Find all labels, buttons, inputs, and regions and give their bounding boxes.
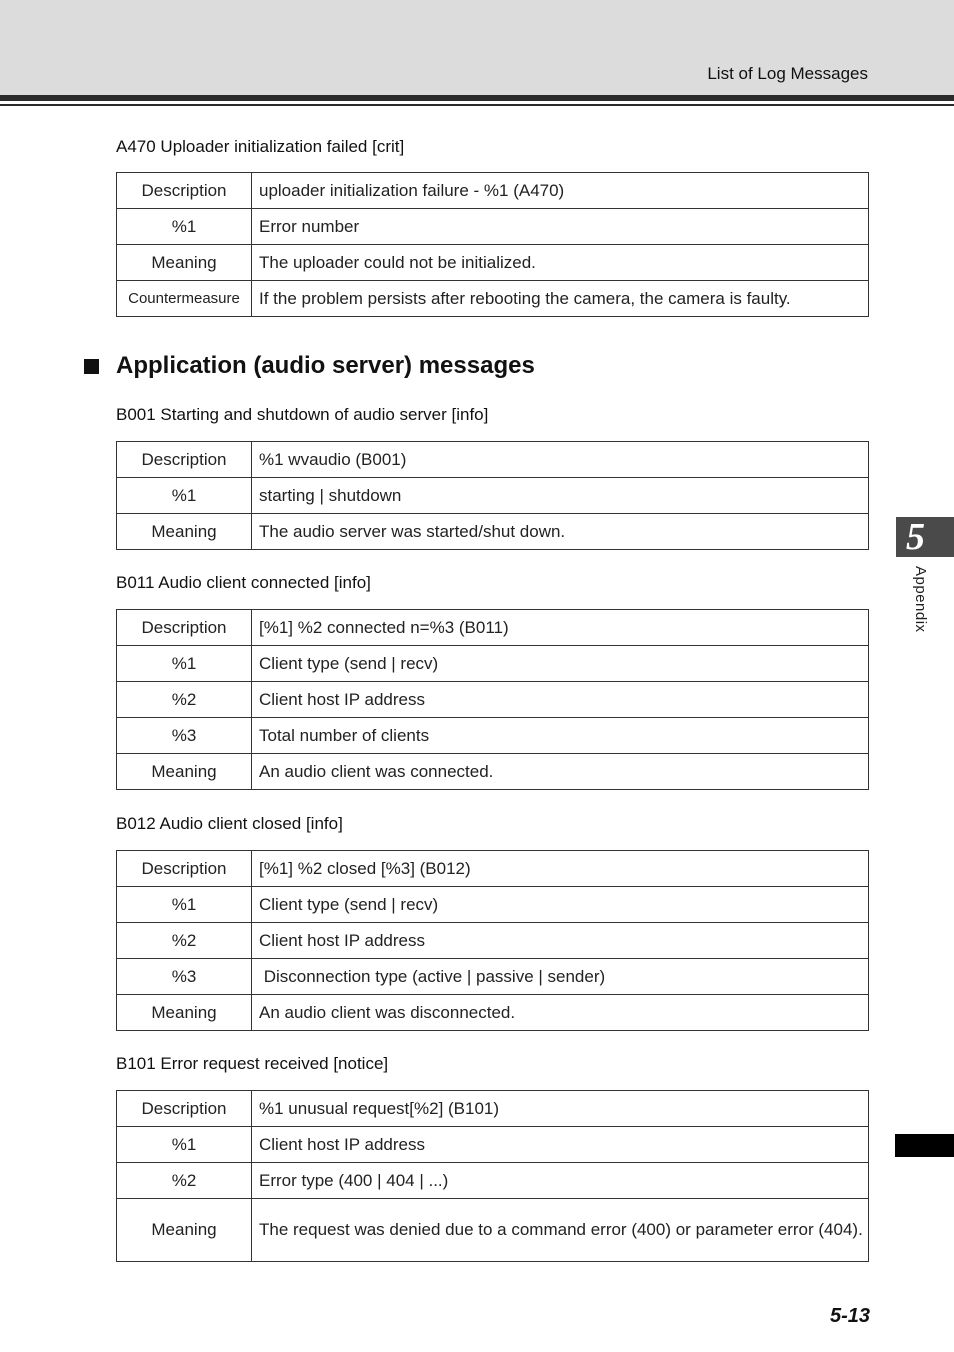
- table-row: [117, 851, 869, 887]
- header-rule-thick: [0, 95, 954, 101]
- row-key: Meaning: [117, 514, 252, 550]
- section-heading: [84, 352, 535, 380]
- row-value: [%1] %2 connected n=%3 (B011): [252, 610, 869, 646]
- row-value: Client type (send | recv): [252, 646, 869, 682]
- row-key: Countermeasure: [117, 281, 252, 317]
- chapter-label: Appendix: [912, 566, 929, 633]
- row-value: Disconnection type (active | passive | sender): [252, 959, 869, 995]
- row-key: %3: [117, 718, 252, 754]
- row-key: %2: [117, 1163, 252, 1199]
- row-value: Client host IP address: [252, 682, 869, 718]
- page-number: 5-13: [829, 1305, 870, 1327]
- row-key: %2: [117, 923, 252, 959]
- table-row: [117, 1127, 869, 1163]
- entry-title-b101: B101 Error request received [notice]: [116, 1054, 389, 1073]
- chapter-number: 5: [906, 516, 925, 558]
- table-row: [117, 1163, 869, 1199]
- table-row: [117, 1199, 869, 1262]
- entry-title-b001: B001 Starting and shutdown of audio server [info]: [116, 405, 489, 424]
- table-b011: [116, 609, 869, 790]
- row-key: Meaning: [117, 245, 252, 281]
- row-key: Meaning: [117, 1199, 252, 1262]
- table-row: [117, 754, 869, 790]
- row-value: Client host IP address: [252, 1127, 869, 1163]
- row-key: %1: [117, 1127, 252, 1163]
- page-edge-marker: [895, 1134, 954, 1157]
- row-value: [%1] %2 closed [%3] (B012): [252, 851, 869, 887]
- running-header-title: List of Log Messages: [707, 64, 868, 83]
- table-row: [117, 514, 869, 550]
- table-row: [117, 245, 869, 281]
- chapter-tab: [896, 517, 954, 557]
- row-key: %1: [117, 646, 252, 682]
- table-row: [117, 442, 869, 478]
- row-value: An audio client was disconnected.: [252, 995, 869, 1031]
- row-value: Error type (400 | 404 | ...): [252, 1163, 869, 1199]
- row-value: The audio server was started/shut down.: [252, 514, 869, 550]
- row-value: Error number: [252, 209, 869, 245]
- row-key: Description: [117, 851, 252, 887]
- header-rule-thin: [0, 104, 954, 106]
- row-key: Meaning: [117, 995, 252, 1031]
- row-key: Description: [117, 610, 252, 646]
- table-b101: [116, 1090, 869, 1262]
- table-row: [117, 173, 869, 209]
- table-row: [117, 1091, 869, 1127]
- row-value: starting | shutdown: [252, 478, 869, 514]
- row-value: uploader initialization failure - %1 (A470): [252, 173, 869, 209]
- table-row: [117, 281, 869, 317]
- table-row: [117, 682, 869, 718]
- row-value: %1 wvaudio (B001): [252, 442, 869, 478]
- row-key: %3: [117, 959, 252, 995]
- row-value: If the problem persists after rebooting the camera, the camera is faulty.: [252, 281, 869, 317]
- row-key: Meaning: [117, 754, 252, 790]
- entry-title-a470: A470 Uploader initialization failed [crit]: [116, 137, 405, 156]
- table-row: [117, 478, 869, 514]
- row-key: Description: [117, 1091, 252, 1127]
- row-value: Client host IP address: [252, 923, 869, 959]
- table-row: [117, 923, 869, 959]
- row-value: Total number of clients: [252, 718, 869, 754]
- row-key: %1: [117, 887, 252, 923]
- entry-title-b012: B012 Audio client closed [info]: [116, 814, 343, 833]
- table-row: [117, 610, 869, 646]
- row-key: Description: [117, 442, 252, 478]
- table-row: [117, 718, 869, 754]
- section-heading-text: Application (audio server) messages: [116, 352, 535, 379]
- row-key: %1: [117, 209, 252, 245]
- row-key: %1: [117, 478, 252, 514]
- table-row: [117, 646, 869, 682]
- table-row: [117, 959, 869, 995]
- row-value: The request was denied due to a command error (400) or parameter error (404).: [252, 1199, 869, 1262]
- row-value: An audio client was connected.: [252, 754, 869, 790]
- table-b001: [116, 441, 869, 550]
- table-row: [117, 209, 869, 245]
- table-row: [117, 887, 869, 923]
- square-bullet-icon: [84, 359, 99, 374]
- row-value: The uploader could not be initialized.: [252, 245, 869, 281]
- table-b012: [116, 850, 869, 1031]
- table-a470: [116, 172, 869, 317]
- table-row: [117, 995, 869, 1031]
- entry-title-b011: B011 Audio client connected [info]: [116, 573, 371, 592]
- row-key: %2: [117, 682, 252, 718]
- row-value: %1 unusual request[%2] (B101): [252, 1091, 869, 1127]
- row-value: Client type (send | recv): [252, 887, 869, 923]
- row-key: Description: [117, 173, 252, 209]
